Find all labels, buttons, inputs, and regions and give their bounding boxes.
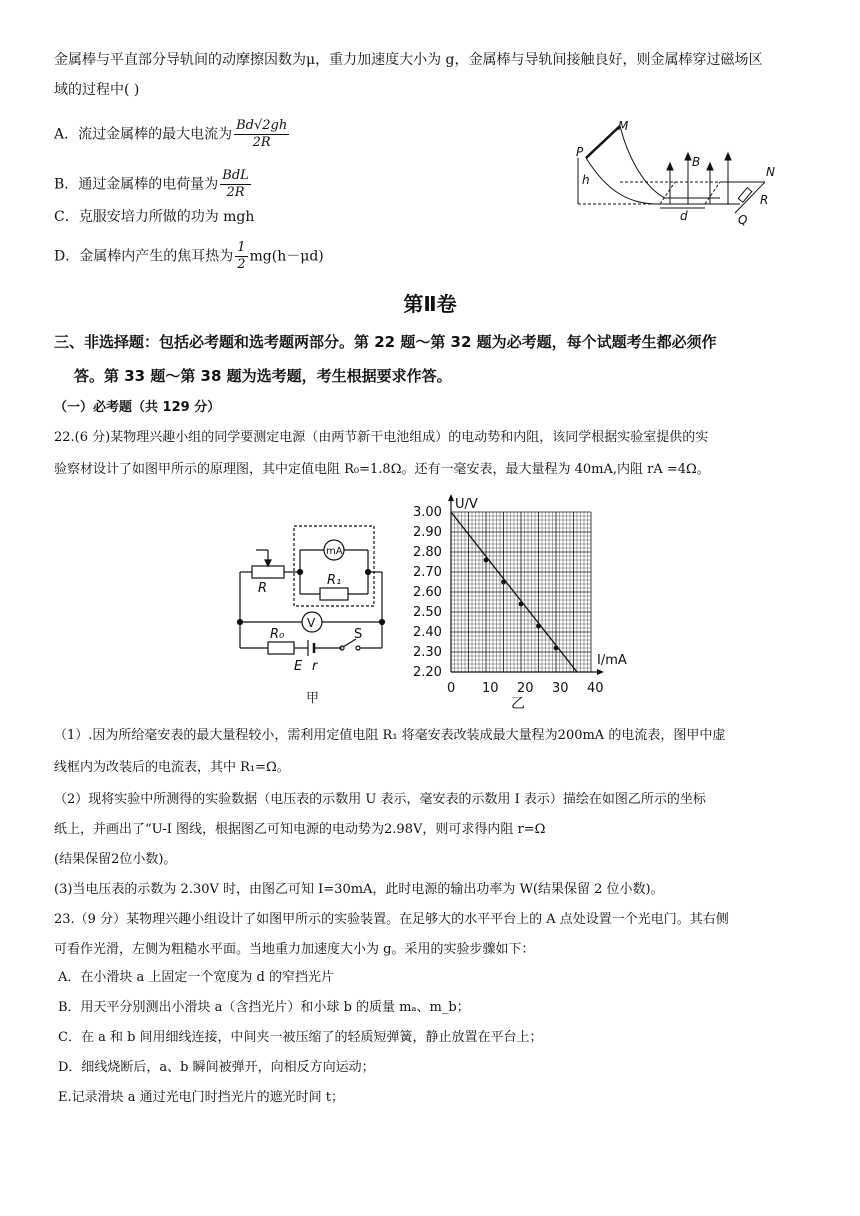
numerator: 1	[237, 240, 246, 255]
label-d: d	[680, 209, 688, 223]
section-instruction: 三、非选择题：包括必考题和选考题两部分。第 22 题～第 32 题为必考题，每个试题考生都必须作	[54, 333, 717, 351]
question-text-line: 金属棒与平直部分导轨间的动摩擦因数为μ，重力加速度大小为 g，金属棒与导轨间接触良好，则金属棒穿过磁场区	[54, 52, 763, 68]
section-instruction: 答。第 33 题～第 38 题为选考题，考生根据要求作答。	[74, 367, 452, 385]
chart-caption: 乙	[511, 696, 525, 712]
label-R: R	[258, 581, 268, 596]
option-b	[54, 168, 253, 201]
rheostat-R	[252, 566, 284, 578]
fraction	[235, 240, 247, 273]
option-a-label: A．流过金属棒的最大电流为	[54, 126, 233, 143]
y-tick-label: 2.20	[413, 665, 442, 680]
label-N: N	[766, 165, 775, 179]
x-tick-label: 0	[447, 681, 456, 696]
option-d	[54, 240, 324, 273]
data-point	[484, 558, 489, 563]
ui-graph	[405, 492, 645, 714]
option-d-label: D．金属棒内产生的焦耳热为	[54, 248, 234, 265]
step-c: C．在 a 和 b 间用细线连接，中间夹一被压缩了的轻质短弹簧，静止放置在平台上；	[58, 1030, 543, 1045]
numerator: Bd√2gh	[236, 118, 288, 133]
label-R0: R₀	[270, 627, 285, 642]
metal-rod	[586, 126, 620, 158]
step-b: B．用天平分别测出小滑块 a（含挡光片）和小球 b 的质量 mₐ、m_b；	[58, 1000, 470, 1015]
label-h: h	[582, 173, 590, 187]
circuit-caption: 甲	[306, 691, 320, 706]
data-point	[536, 624, 541, 629]
data-point	[519, 602, 524, 607]
label-mA: mA	[326, 546, 343, 557]
y-tick-label: 3.00	[413, 505, 442, 520]
data-point	[554, 646, 559, 651]
y-tick-label: 2.30	[413, 645, 442, 660]
label-M: M	[618, 119, 629, 133]
label-S: S	[354, 627, 363, 642]
numerator: BdL	[222, 168, 249, 183]
label-Q: Q	[738, 213, 748, 227]
y-tick-label: 2.50	[413, 605, 442, 620]
label-R1: R₁	[327, 573, 342, 588]
data-point	[501, 580, 506, 585]
section-title: 第Ⅱ卷	[403, 292, 457, 316]
question-text-line: 验察材设计了如图甲所示的原理图，其中定值电阻 R₀=1.8Ω。还有一毫安表，最大量程为 40mA,内阻 rA =4Ω。	[54, 462, 710, 477]
label-R: R	[760, 193, 769, 207]
rail-figure	[570, 118, 790, 228]
label-E: E	[294, 659, 303, 674]
option-d-tail: mg(h－μd)	[249, 248, 324, 265]
label-V: V	[307, 616, 316, 630]
denominator: 2	[237, 257, 246, 272]
x-axis-arrow	[597, 669, 604, 675]
y-tick-label: 2.60	[413, 585, 442, 600]
step-a: A．在小滑块 a 上固定一个宽度为 d 的窄挡光片	[58, 970, 334, 985]
subsection-title: （一）必考题（共 129 分）	[54, 400, 221, 415]
question-text-line: (3)当电压表的示数为 2.30V 时，由图乙可知 I=30mA，此时电源的输出功率为 W(结果保留 2 位小数)。	[54, 882, 664, 897]
step-e: E.记录滑块 a 通过光电门时挡光片的遮光时间 t；	[58, 1090, 344, 1105]
option-c: C．克服安培力所做的功为 mgh	[54, 209, 255, 225]
question-text-line: 23.（9 分）某物理兴趣小组设计了如图甲所示的实验装置。在足够大的水平平台上的 A 点处设置一个光电门。其右侧	[54, 912, 729, 927]
question-text-line: （2）现将实验中所测得的实验数据（电压表的示数用 U 表示，毫安表的示数用 I 表示）描绘在如图乙所示的坐标	[54, 792, 706, 807]
question-text-line: 22.(6 分)某物理兴趣小组的同学要测定电源（由两节新干电池组成）的电动势和内阻，该同学根据实验室提供的实	[54, 430, 709, 445]
label-P: P	[576, 145, 584, 159]
y-tick-label: 2.90	[413, 525, 442, 540]
label-r: r	[312, 659, 318, 674]
label-B: B	[692, 155, 701, 169]
question-text-line: （1）.因为所给毫安表的最大量程较小，需利用定值电阻 R₁ 将毫安表改装成最大量程为200mA 的电流表，图甲中虚	[54, 728, 726, 743]
x-tick-label: 30	[552, 681, 569, 696]
question-text-line: 线框内为改装后的电流表，其中 R₁=Ω。	[54, 760, 290, 775]
circuit-diagram	[232, 520, 392, 710]
denominator: 2R	[226, 185, 245, 200]
fraction	[234, 118, 289, 151]
question-text-line: 域的过程中( )	[54, 82, 140, 98]
x-tick-label: 10	[482, 681, 499, 696]
step-d: D．细线烧断后，a、b 瞬间被弹开，向相反方向运动；	[58, 1060, 375, 1075]
x-tick-label: 20	[517, 681, 534, 696]
resistor-R1	[320, 588, 348, 600]
x-axis-label: I/mA	[597, 653, 627, 668]
option-a	[54, 118, 291, 151]
y-tick-label: 2.70	[413, 565, 442, 580]
y-axis-arrow	[448, 494, 454, 501]
denominator: 2R	[252, 135, 271, 150]
resistor-R	[738, 188, 752, 203]
x-tick-label: 40	[587, 681, 604, 696]
question-text-line: (结果保留2位小数)。	[54, 852, 177, 867]
y-axis-label: U/V	[455, 497, 478, 512]
option-b-label: B．通过金属棒的电荷量为	[54, 176, 219, 193]
resistor-R0	[268, 642, 294, 654]
y-tick-label: 2.40	[413, 625, 442, 640]
question-text-line: 可看作光滑，左侧为粗糙水平面。当地重力加速度大小为 g。采用的实验步骤如下：	[54, 942, 535, 957]
question-text-line: 纸上，并画出了“U-I 图线，根据图乙可知电源的电动势为2.98V，则可求得内阻 r=Ω	[54, 822, 546, 837]
y-tick-label: 2.80	[413, 545, 442, 560]
fraction	[220, 168, 251, 201]
